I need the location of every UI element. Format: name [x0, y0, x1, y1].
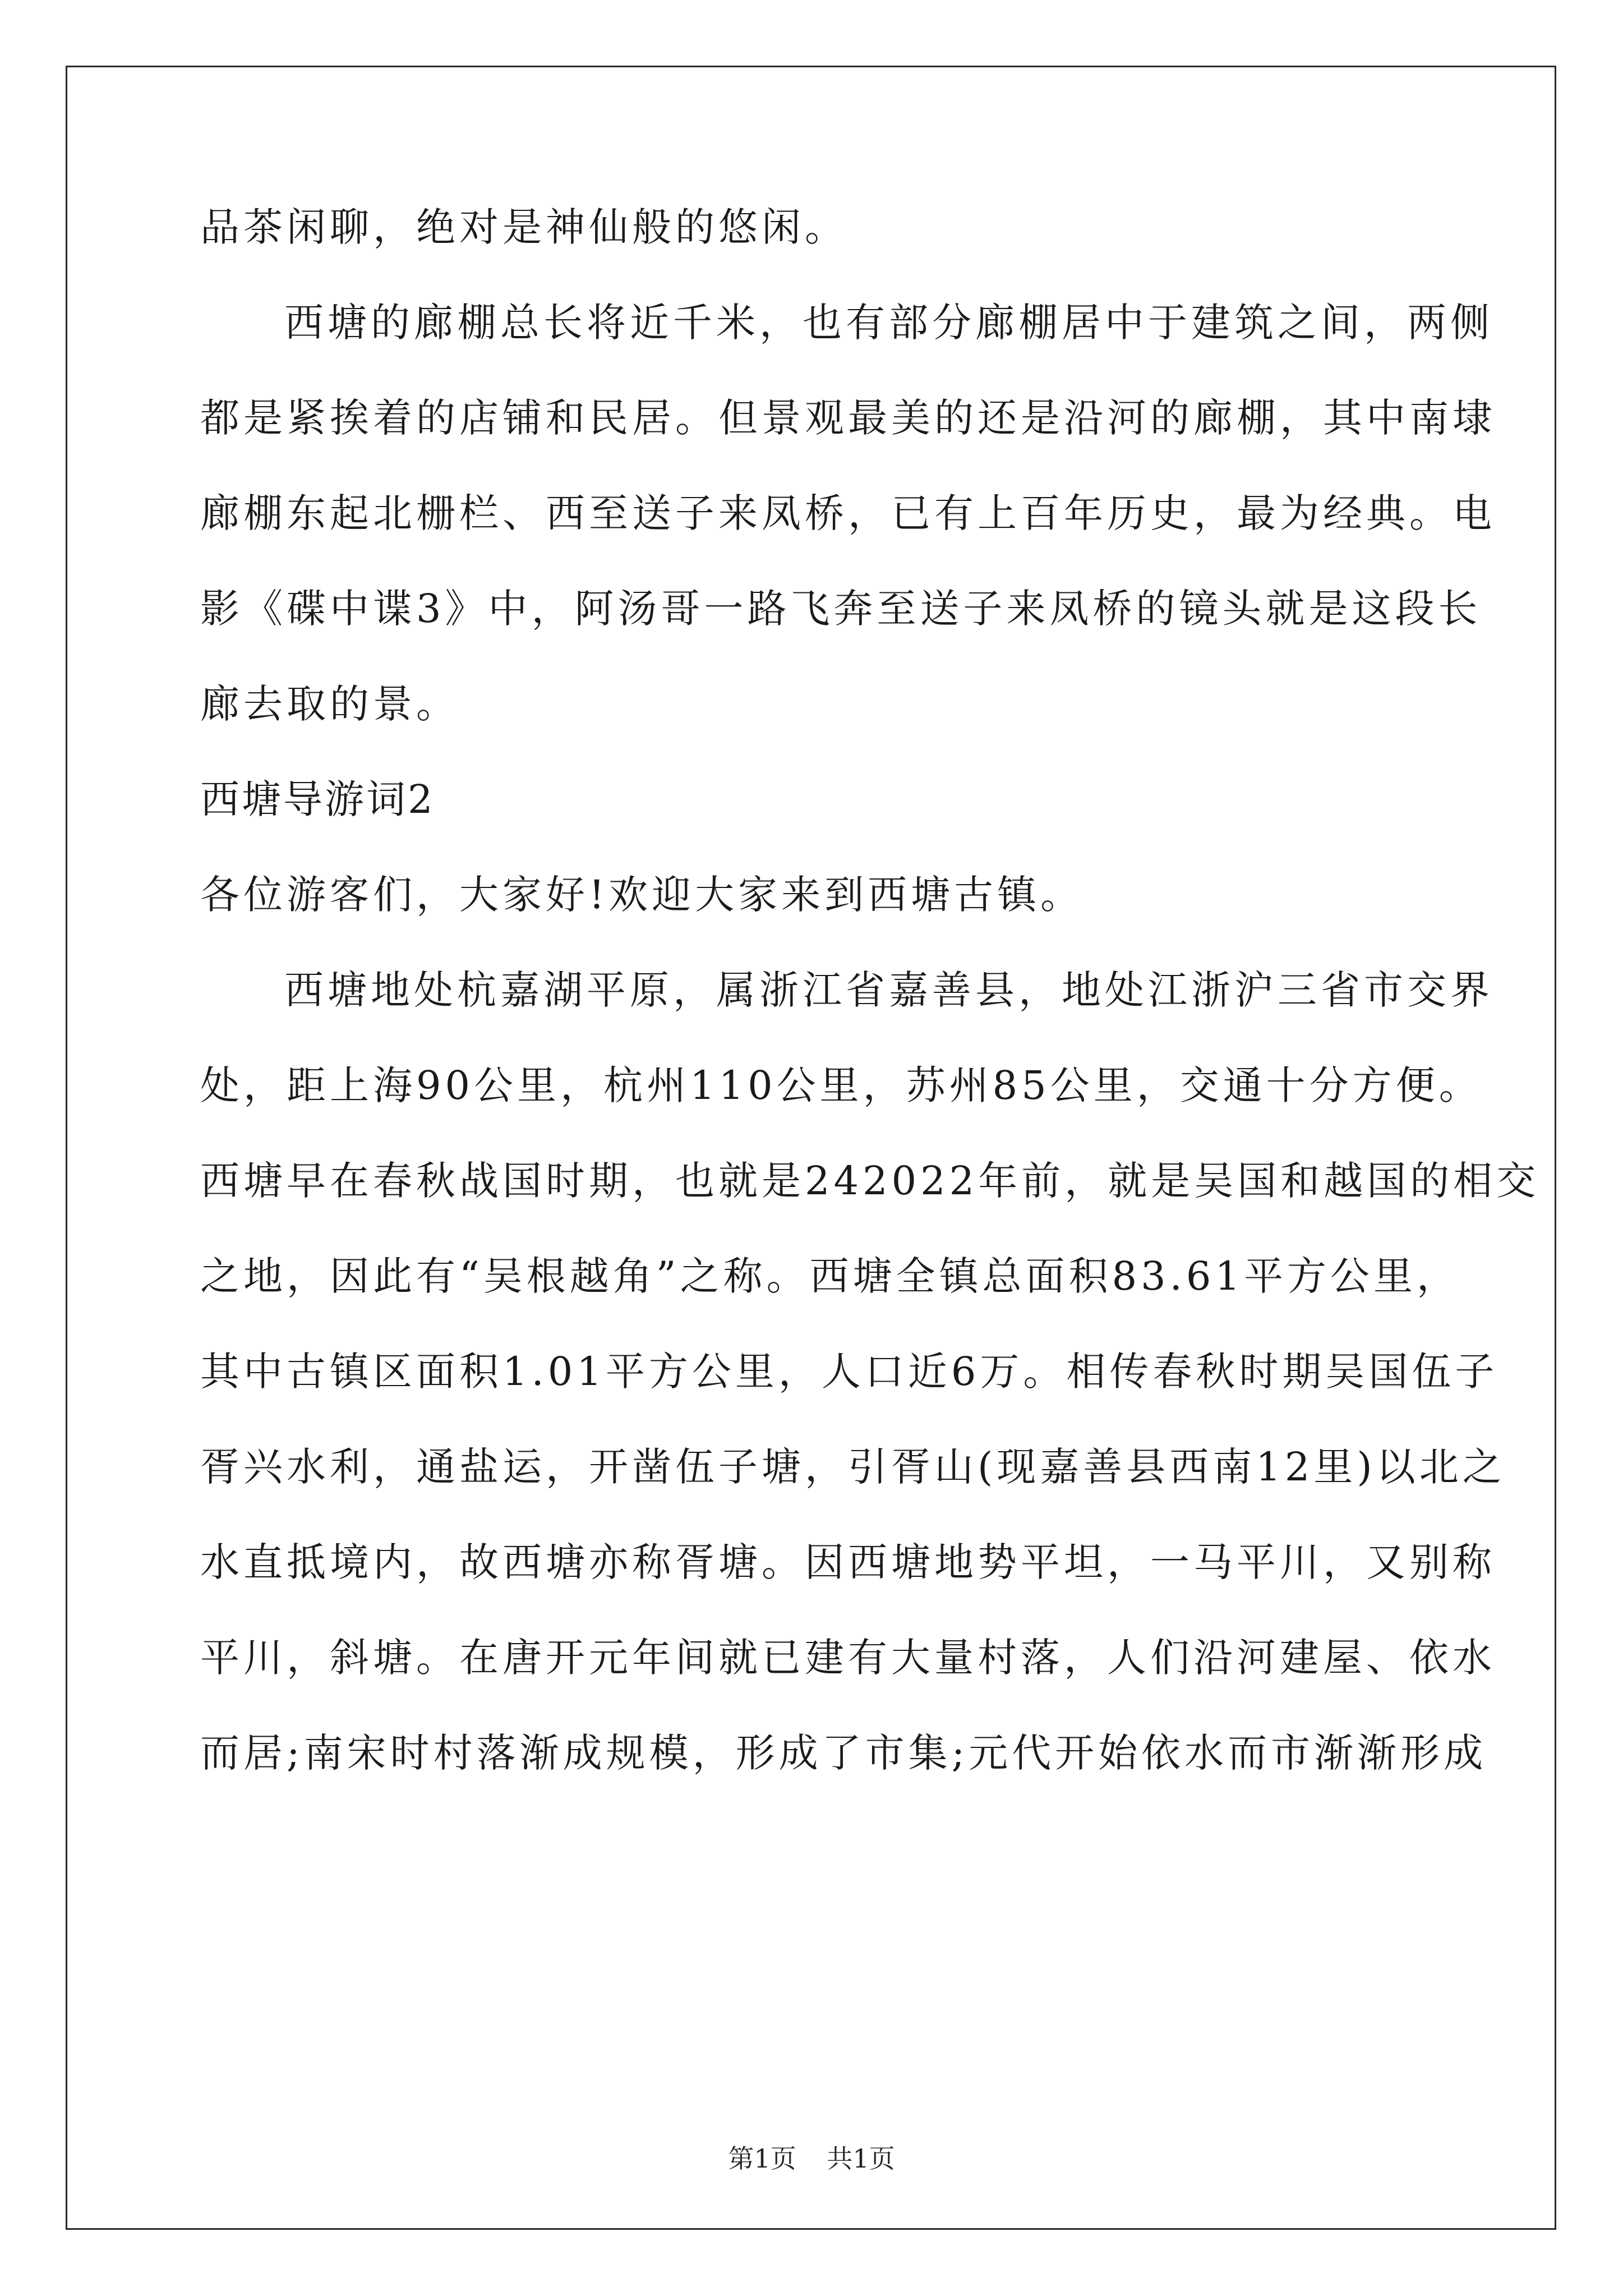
section-heading: 西塘导游词2 [200, 776, 435, 822]
text-line: 胥兴水利，通盐运，开凿伍子塘，引胥山(现嘉善县西南12里)以北之 [200, 1444, 1506, 1490]
text-line: 水直抵境内，故西塘亦称胥塘。因西塘地势平坦，一马平川，又别称 [200, 1539, 1496, 1585]
text-line: 其中古镇区面积1.01平方公里，人口近6万。相传春秋时期吴国伍子 [200, 1349, 1498, 1395]
page-footer [0, 2142, 1623, 2175]
text-line: 而居;南宋时村落渐成规模，形成了市集;元代开始依水而市渐渐形成 [200, 1730, 1487, 1776]
text-line: 廊去取的景。 [200, 681, 459, 727]
page-total: 共1页 [827, 2143, 895, 2174]
text-line: 西塘早在春秋战国时期，也就是242022年前，就是吴国和越国的相交 [200, 1158, 1540, 1204]
paragraph-line: 西塘地处杭嘉湖平原，属浙江省嘉善县，地处江浙沪三省市交界 [284, 967, 1493, 1013]
text-line: 各位游客们，大家好!欢迎大家来到西塘古镇。 [200, 872, 1084, 918]
text-line: 品茶闲聊，绝对是神仙般的悠闲。 [200, 204, 848, 250]
text-line: 影《碟中谍3》中，阿汤哥一路飞奔至送子来凤桥的镜头就是这段长 [200, 586, 1482, 632]
text-line: 之地，因此有“吴根越角”之称。西塘全镇总面积83.61平方公里， [200, 1253, 1460, 1299]
text-line: 处，距上海90公里，杭州110公里，苏州85公里，交通十分方便。 [200, 1062, 1482, 1108]
page-number: 第1页 [728, 2143, 796, 2174]
paragraph-line: 西塘的廊棚总长将近千米，也有部分廊棚居中于建筑之间，两侧 [284, 300, 1493, 346]
text-line: 平川，斜塘。在唐开元年间就已建有大量村落，人们沿河建屋、依水 [200, 1635, 1496, 1681]
page-border [66, 66, 1556, 2230]
text-line: 廊棚东起北栅栏、西至送子来凤桥，已有上百年历史，最为经典。电 [200, 490, 1496, 536]
text-line: 都是紧挨着的店铺和民居。但景观最美的还是沿河的廊棚，其中南埭 [200, 395, 1496, 441]
